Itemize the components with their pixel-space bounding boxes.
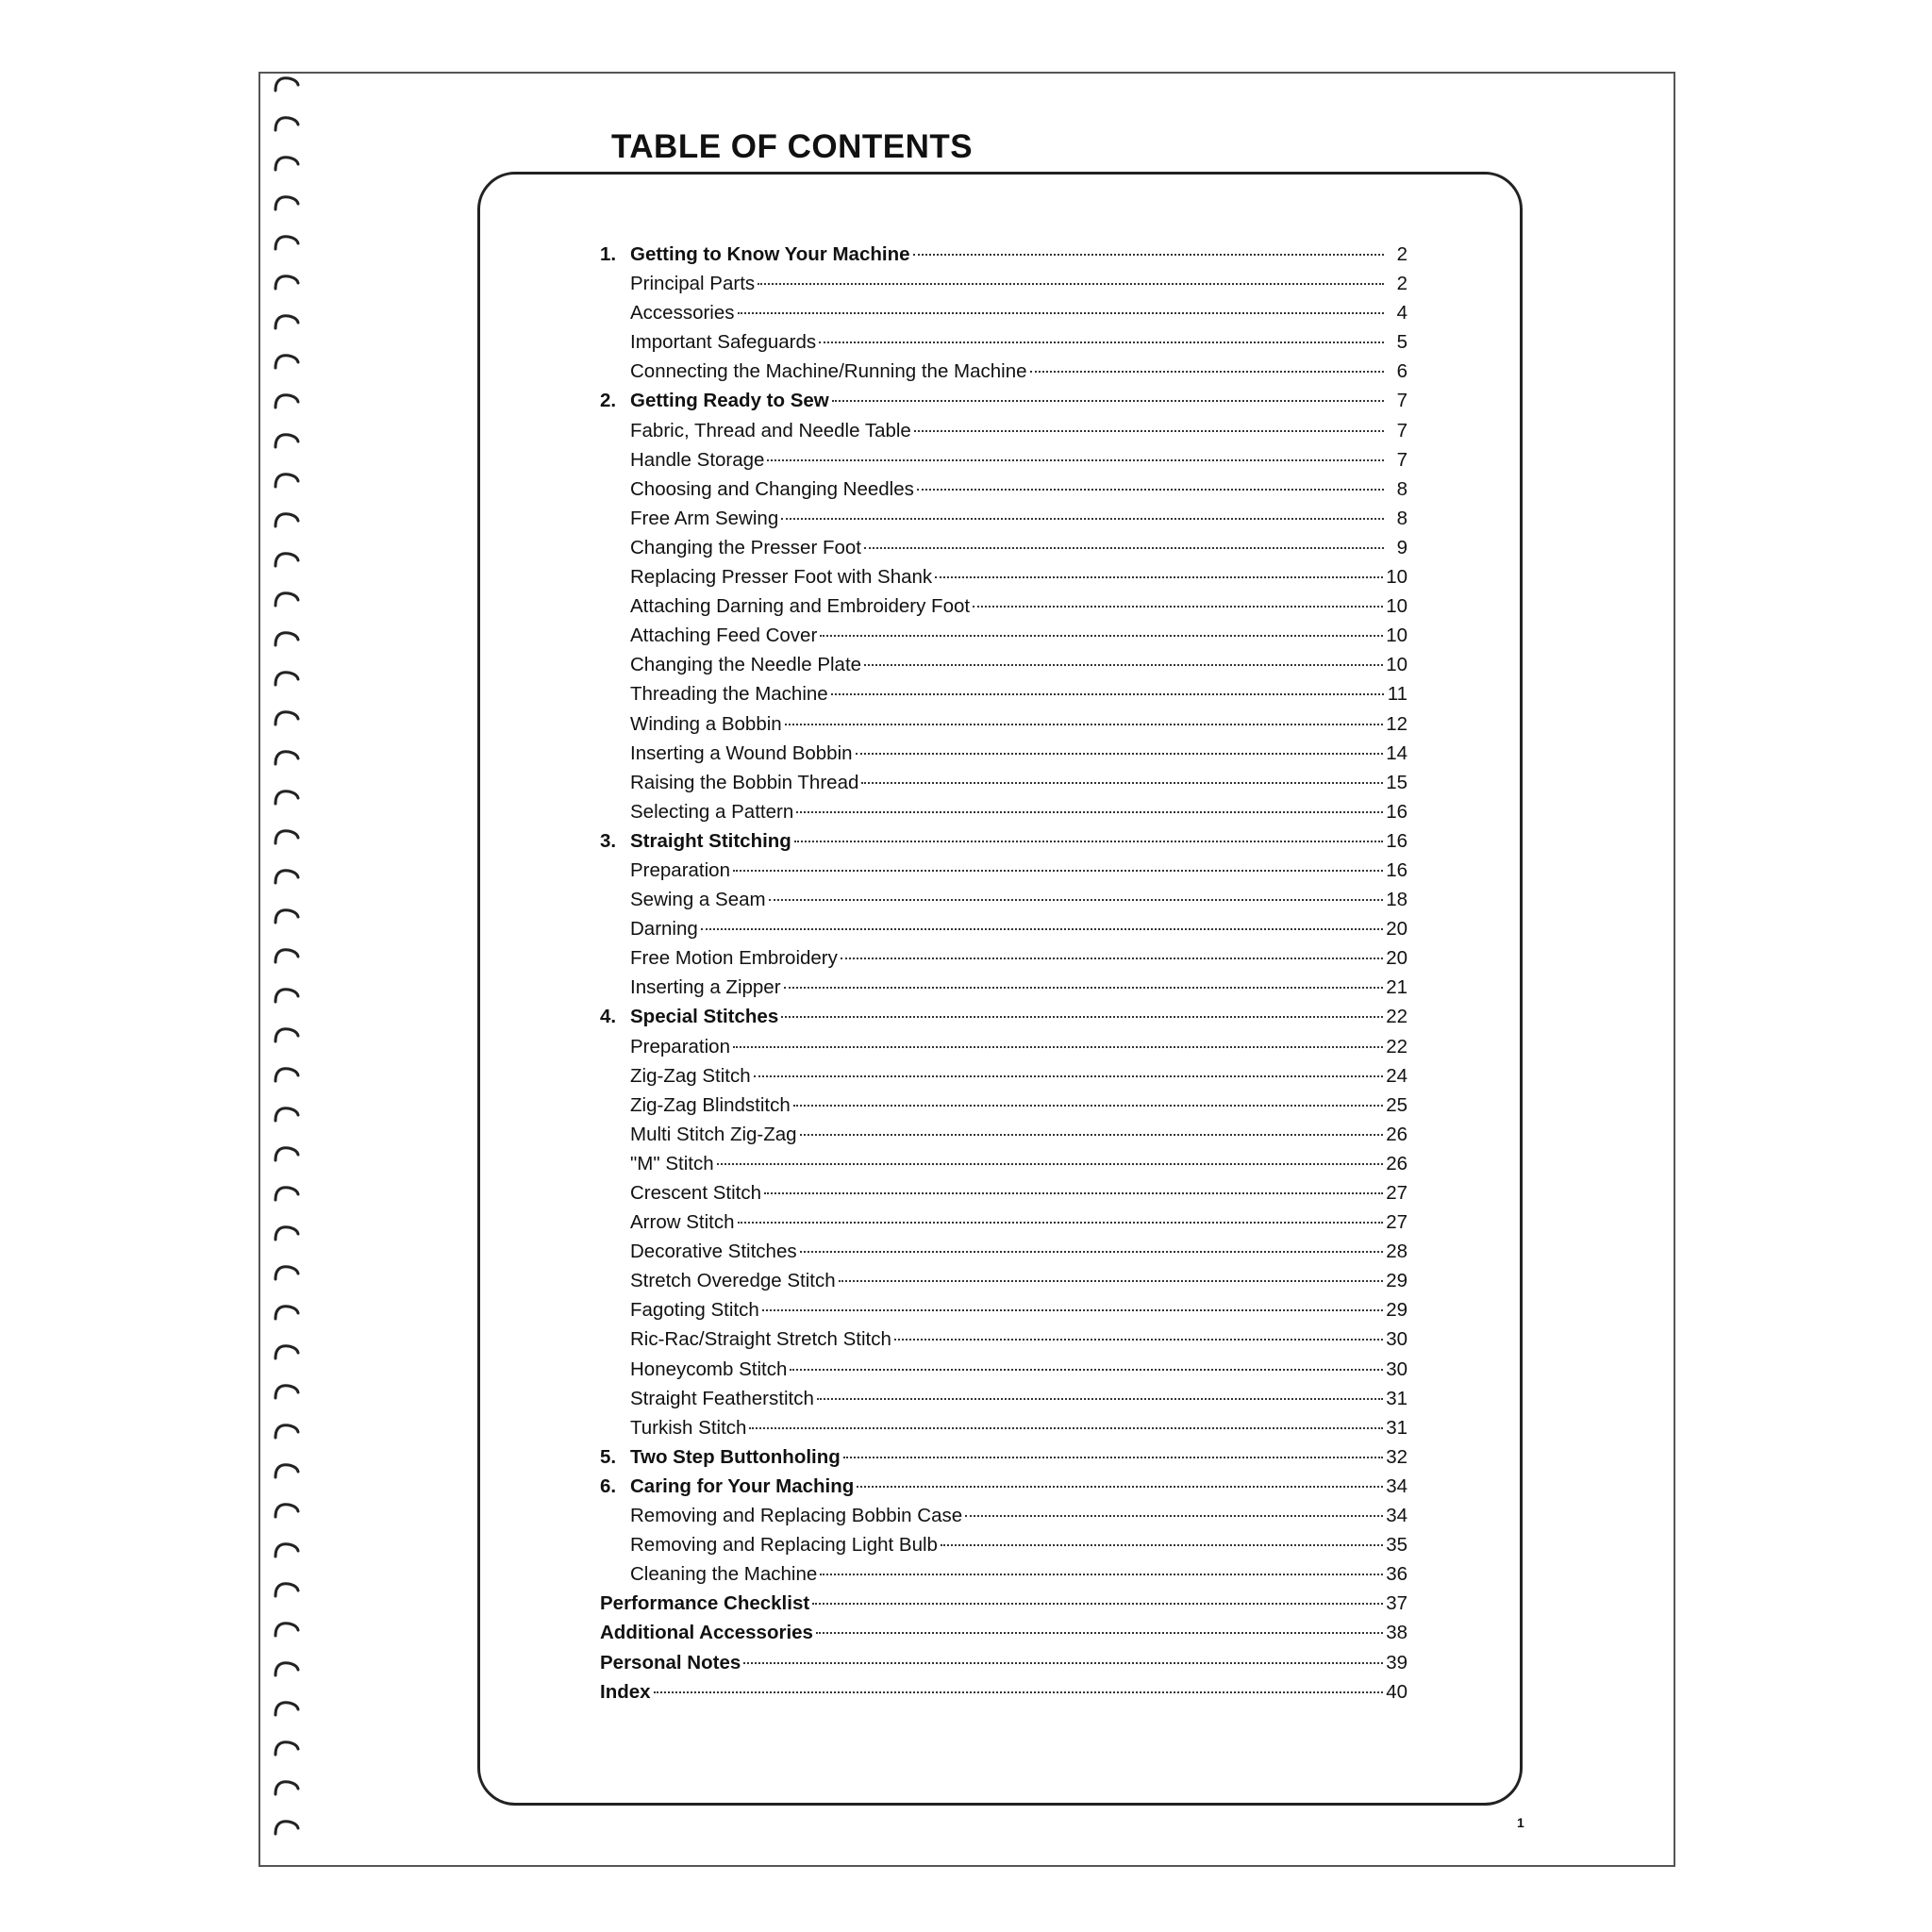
- toc-entry-title: Zig-Zag Stitch: [630, 1064, 751, 1087]
- toc-entry-page: 37: [1386, 1592, 1407, 1615]
- dot-leader: [800, 1251, 1384, 1253]
- toc-entry-title: Accessories: [630, 302, 735, 325]
- binding-ring-icon: [273, 1502, 301, 1519]
- dot-leader: [935, 576, 1383, 578]
- toc-entry: [600, 709, 1407, 739]
- toc-entry-number: 5.: [600, 1445, 617, 1468]
- dot-leader: [733, 1046, 1383, 1048]
- toc-entry-page: 11: [1387, 683, 1407, 706]
- binding-ring-icon: [273, 1264, 301, 1281]
- dot-leader: [784, 987, 1384, 989]
- binding-ring-icon: [273, 1700, 301, 1717]
- binding-ring-icon: [273, 353, 301, 370]
- toc-entry-title: Handle Storage: [630, 448, 765, 471]
- toc-entry-page: 27: [1386, 1182, 1407, 1204]
- toc-entry-page: 16: [1386, 800, 1407, 823]
- toc-entry-title: Darning: [630, 918, 698, 941]
- binding-ring-icon: [273, 1541, 301, 1558]
- dot-leader: [762, 1309, 1383, 1311]
- toc-entry-page: 38: [1386, 1622, 1407, 1644]
- toc-entry: [600, 591, 1407, 621]
- binding-ring-icon: [273, 1819, 301, 1836]
- toc-entry-page: 2: [1396, 273, 1407, 295]
- toc-entry: [600, 973, 1407, 1002]
- toc-entry: [600, 1559, 1407, 1589]
- toc-entry: [600, 1237, 1407, 1266]
- dot-leader: [781, 1016, 1383, 1018]
- spiral-binding: [273, 75, 305, 1868]
- binding-ring-icon: [273, 432, 301, 449]
- binding-ring-icon: [273, 670, 301, 687]
- dot-leader: [965, 1515, 1383, 1517]
- binding-ring-icon: [273, 1581, 301, 1598]
- dot-leader: [973, 606, 1383, 608]
- toc-entry: [600, 1120, 1407, 1149]
- toc-entry-page: 40: [1386, 1680, 1407, 1703]
- binding-ring-icon: [273, 1740, 301, 1757]
- toc-entry: [600, 298, 1407, 327]
- toc-list: [600, 240, 1407, 1707]
- toc-entry-title: Special Stitches: [630, 1006, 779, 1028]
- toc-entry: [600, 475, 1407, 504]
- toc-entry-title: Changing the Presser Foot: [630, 536, 861, 558]
- toc-entry-page: 26: [1386, 1152, 1407, 1174]
- binding-ring-icon: [273, 591, 301, 608]
- toc-entry: [600, 1618, 1407, 1647]
- toc-entry: [600, 357, 1407, 386]
- toc-entry: [600, 1091, 1407, 1120]
- binding-ring-icon: [273, 1066, 301, 1083]
- dot-leader: [831, 693, 1384, 695]
- toc-entry-page: 8: [1396, 507, 1407, 529]
- toc-entry-page: 30: [1386, 1357, 1407, 1380]
- toc-entry-page: 2: [1396, 243, 1407, 265]
- toc-entry-page: 10: [1386, 595, 1407, 618]
- dot-leader: [861, 782, 1383, 784]
- binding-ring-icon: [273, 1621, 301, 1638]
- binding-ring-icon: [273, 987, 301, 1004]
- toc-entry-page: 14: [1386, 741, 1407, 764]
- toc-entry-page: 34: [1386, 1505, 1407, 1527]
- toc-entry-page: 10: [1386, 625, 1407, 647]
- binding-ring-icon: [273, 75, 301, 92]
- toc-entry: [600, 1032, 1407, 1061]
- dot-leader: [856, 753, 1384, 755]
- toc-entry: [600, 943, 1407, 973]
- binding-ring-icon: [273, 194, 301, 211]
- toc-entry: [600, 1472, 1407, 1501]
- toc-entry: [600, 562, 1407, 591]
- binding-ring-icon: [273, 551, 301, 568]
- binding-ring-icon: [273, 1462, 301, 1479]
- toc-entry: [600, 1355, 1407, 1384]
- toc-entry-number: 1.: [600, 243, 617, 265]
- toc-entry-title: Ric-Rac/Straight Stretch Stitch: [630, 1328, 891, 1351]
- toc-entry-page: 31: [1386, 1416, 1407, 1439]
- toc-entry-title: Removing and Replacing Bobbin Case: [630, 1505, 963, 1527]
- toc-entry-page: 32: [1386, 1445, 1407, 1468]
- dot-leader: [796, 811, 1383, 813]
- binding-ring-icon: [273, 1423, 301, 1440]
- toc-entry-page: 12: [1386, 712, 1407, 735]
- toc-entry-title: Two Step Buttonholing: [630, 1445, 841, 1468]
- binding-ring-icon: [273, 472, 301, 489]
- dot-leader: [913, 254, 1385, 256]
- toc-entry-title: Decorative Stitches: [630, 1241, 797, 1263]
- toc-entry: [600, 1208, 1407, 1237]
- toc-entry: [600, 416, 1407, 445]
- toc-entry: [600, 504, 1407, 533]
- toc-entry-page: 27: [1386, 1211, 1407, 1234]
- toc-entry-title: Straight Featherstitch: [630, 1387, 814, 1409]
- toc-entry-title: "M" Stitch: [630, 1152, 714, 1174]
- dot-leader: [1030, 371, 1384, 373]
- toc-entry-title: Multi Stitch Zig-Zag: [630, 1123, 797, 1145]
- page-title: TABLE OF CONTENTS: [611, 128, 974, 165]
- toc-entry-page: 30: [1386, 1328, 1407, 1351]
- toc-entry-title: Choosing and Changing Needles: [630, 477, 914, 500]
- binding-ring-icon: [273, 630, 301, 647]
- toc-entry-title: Preparation: [630, 858, 730, 881]
- dot-leader: [832, 400, 1384, 402]
- dot-leader: [839, 1280, 1384, 1282]
- toc-entry-page: 9: [1396, 536, 1407, 558]
- toc-entry-page: 25: [1386, 1093, 1407, 1116]
- toc-entry-number: 3.: [600, 829, 617, 852]
- toc-entry-title: Raising the Bobbin Thread: [630, 771, 859, 793]
- dot-leader: [764, 1192, 1383, 1194]
- toc-entry-number: 4.: [600, 1006, 617, 1028]
- toc-entry: [600, 1002, 1407, 1031]
- toc-entry: [600, 1061, 1407, 1091]
- dot-leader: [754, 1075, 1384, 1077]
- dot-leader: [817, 1398, 1383, 1400]
- toc-entry-page: 22: [1386, 1006, 1407, 1028]
- toc-entry-number: 6.: [600, 1474, 617, 1497]
- toc-entry-page: 26: [1386, 1123, 1407, 1145]
- toc-entry: [600, 269, 1407, 298]
- binding-ring-icon: [273, 115, 301, 132]
- toc-entry-title: Fabric, Thread and Needle Table: [630, 419, 911, 441]
- toc-entry-page: 10: [1386, 566, 1407, 589]
- toc-entry: [600, 621, 1407, 650]
- toc-entry-number: 2.: [600, 390, 617, 412]
- toc-entry: [600, 797, 1407, 826]
- toc-entry-page: 34: [1386, 1474, 1407, 1497]
- toc-entry: [600, 1324, 1407, 1354]
- toc-entry-page: 35: [1386, 1534, 1407, 1557]
- toc-entry-page: 18: [1386, 889, 1407, 911]
- binding-ring-icon: [273, 155, 301, 172]
- binding-ring-icon: [273, 392, 301, 409]
- toc-entry: [600, 1530, 1407, 1559]
- toc-entry-title: Selecting a Pattern: [630, 800, 794, 823]
- toc-entry: [600, 1442, 1407, 1472]
- binding-ring-icon: [273, 908, 301, 924]
- dot-leader: [812, 1603, 1383, 1605]
- toc-entry-title: Crescent Stitch: [630, 1182, 761, 1204]
- binding-ring-icon: [273, 511, 301, 528]
- toc-entry-page: 4: [1396, 302, 1407, 325]
- toc-entry-title: Free Arm Sewing: [630, 507, 779, 529]
- toc-entry: [600, 533, 1407, 562]
- dot-leader: [894, 1339, 1383, 1341]
- binding-ring-icon: [273, 828, 301, 845]
- toc-entry: [600, 1266, 1407, 1295]
- toc-entry: [600, 240, 1407, 269]
- toc-entry: [600, 445, 1407, 475]
- toc-entry-page: 10: [1386, 654, 1407, 676]
- binding-ring-icon: [273, 868, 301, 885]
- dot-leader: [857, 1486, 1383, 1488]
- binding-ring-icon: [273, 1343, 301, 1360]
- toc-entry-title: Inserting a Zipper: [630, 976, 781, 999]
- toc-entry-page: 21: [1386, 976, 1407, 999]
- toc-entry-page: 29: [1386, 1270, 1407, 1292]
- toc-entry-page: 7: [1396, 419, 1407, 441]
- toc-entry-title: Threading the Machine: [630, 683, 828, 706]
- toc-entry: [600, 826, 1407, 856]
- toc-entry-title: Changing the Needle Plate: [630, 654, 862, 676]
- dot-leader: [769, 899, 1384, 901]
- toc-entry-title: Getting to Know Your Machine: [630, 243, 910, 265]
- dot-leader: [914, 430, 1384, 432]
- toc-entry-title: Honeycomb Stitch: [630, 1357, 788, 1380]
- toc-entry-title: Important Safeguards: [630, 331, 817, 354]
- toc-entry-title: Attaching Darning and Embroidery Foot: [630, 595, 971, 618]
- toc-entry-title: Preparation: [630, 1035, 730, 1058]
- toc-entry: [600, 327, 1407, 357]
- toc-entry-page: 22: [1386, 1035, 1407, 1058]
- binding-ring-icon: [273, 1106, 301, 1123]
- toc-entry-page: 29: [1386, 1299, 1407, 1322]
- dot-leader: [738, 312, 1384, 314]
- toc-entry: [600, 1149, 1407, 1178]
- toc-entry: [600, 1677, 1407, 1707]
- dot-leader: [749, 1427, 1383, 1429]
- toc-entry: [600, 885, 1407, 914]
- toc-entry: [600, 1178, 1407, 1208]
- toc-entry-title: Index: [600, 1680, 651, 1703]
- toc-entry-page: 36: [1386, 1563, 1407, 1586]
- toc-entry-page: 16: [1386, 858, 1407, 881]
- toc-entry: [600, 1295, 1407, 1324]
- toc-entry-title: Principal Parts: [630, 273, 756, 295]
- dot-leader: [701, 928, 1383, 930]
- binding-ring-icon: [273, 947, 301, 964]
- binding-ring-icon: [273, 789, 301, 806]
- toc-entry-title: Stretch Overedge Stitch: [630, 1270, 836, 1292]
- binding-ring-icon: [273, 313, 301, 330]
- toc-entry-page: 20: [1386, 947, 1407, 970]
- binding-ring-icon: [273, 1224, 301, 1241]
- dot-leader: [864, 547, 1384, 549]
- toc-entry-title: Arrow Stitch: [630, 1211, 735, 1234]
- binding-ring-icon: [273, 709, 301, 726]
- toc-entry: [600, 1413, 1407, 1442]
- toc-entry-title: Fagoting Stitch: [630, 1299, 759, 1322]
- dot-leader: [841, 958, 1383, 959]
- dot-leader: [820, 635, 1383, 637]
- toc-entry: [600, 1501, 1407, 1530]
- toc-entry-title: Attaching Feed Cover: [630, 625, 818, 647]
- toc-entry-title: Caring for Your Maching: [630, 1474, 855, 1497]
- dot-leader: [820, 1574, 1383, 1575]
- dot-leader: [785, 724, 1384, 725]
- dot-leader: [864, 664, 1383, 666]
- dot-leader: [790, 1369, 1383, 1371]
- toc-entry-page: 28: [1386, 1241, 1407, 1263]
- binding-ring-icon: [273, 1660, 301, 1677]
- toc-entry-page: 8: [1396, 477, 1407, 500]
- toc-entry-title: Free Motion Embroidery: [630, 947, 838, 970]
- dot-leader: [758, 283, 1384, 285]
- toc-entry: [600, 739, 1407, 768]
- toc-entry: [600, 1648, 1407, 1677]
- dot-leader: [941, 1544, 1383, 1546]
- toc-entry: [600, 1384, 1407, 1413]
- dot-leader: [794, 841, 1383, 842]
- binding-ring-icon: [273, 234, 301, 251]
- toc-entry-title: Straight Stitching: [630, 829, 791, 852]
- toc-entry: [600, 768, 1407, 797]
- toc-entry-title: Sewing a Seam: [630, 889, 766, 911]
- toc-entry-title: Replacing Presser Foot with Shank: [630, 566, 933, 589]
- toc-entry-title: Winding a Bobbin: [630, 712, 782, 735]
- toc-entry-title: Removing and Replacing Light Bulb: [630, 1534, 938, 1557]
- binding-ring-icon: [273, 1304, 301, 1321]
- toc-entry: [600, 386, 1407, 415]
- toc-entry-page: 24: [1386, 1064, 1407, 1087]
- toc-entry-title: Additional Accessories: [600, 1622, 813, 1644]
- binding-ring-icon: [273, 1185, 301, 1202]
- toc-entry-page: 39: [1386, 1651, 1407, 1674]
- dot-leader: [717, 1163, 1384, 1165]
- toc-entry-title: Cleaning the Machine: [630, 1563, 818, 1586]
- toc-entry-title: Connecting the Machine/Running the Machine: [630, 360, 1027, 383]
- binding-ring-icon: [273, 1383, 301, 1400]
- toc-entry: [600, 679, 1407, 708]
- toc-entry: [600, 914, 1407, 943]
- toc-entry-page: 6: [1396, 360, 1407, 383]
- dot-leader: [793, 1105, 1383, 1107]
- toc-entry-title: Inserting a Wound Bobbin: [630, 741, 853, 764]
- dot-leader: [767, 459, 1384, 461]
- dot-leader: [819, 341, 1384, 343]
- dot-leader: [738, 1222, 1384, 1224]
- toc-entry-title: Getting Ready to Sew: [630, 390, 829, 412]
- toc-entry: [600, 856, 1407, 885]
- dot-leader: [800, 1134, 1384, 1136]
- binding-ring-icon: [273, 1026, 301, 1043]
- page-number: 1: [1517, 1815, 1524, 1830]
- dot-leader: [843, 1457, 1383, 1458]
- toc-entry-page: 5: [1396, 331, 1407, 354]
- dot-leader: [781, 518, 1384, 520]
- toc-entry-page: 15: [1386, 771, 1407, 793]
- toc-entry-title: Personal Notes: [600, 1651, 741, 1674]
- binding-ring-icon: [273, 749, 301, 766]
- toc-entry: [600, 1589, 1407, 1618]
- toc-entry-page: 20: [1386, 918, 1407, 941]
- toc-entry-title: Zig-Zag Blindstitch: [630, 1093, 791, 1116]
- binding-ring-icon: [273, 1779, 301, 1796]
- dot-leader: [743, 1662, 1383, 1664]
- toc-entry: [600, 650, 1407, 679]
- toc-entry-page: 31: [1386, 1387, 1407, 1409]
- dot-leader: [654, 1691, 1384, 1693]
- binding-ring-icon: [273, 1145, 301, 1162]
- dot-leader: [816, 1632, 1383, 1634]
- dot-leader: [917, 489, 1384, 491]
- binding-ring-icon: [273, 274, 301, 291]
- toc-entry-title: Performance Checklist: [600, 1592, 810, 1615]
- toc-entry-page: 7: [1396, 448, 1407, 471]
- toc-entry-page: 7: [1396, 390, 1407, 412]
- dot-leader: [733, 870, 1383, 872]
- toc-entry-page: 16: [1386, 829, 1407, 852]
- toc-entry-title: Turkish Stitch: [630, 1416, 747, 1439]
